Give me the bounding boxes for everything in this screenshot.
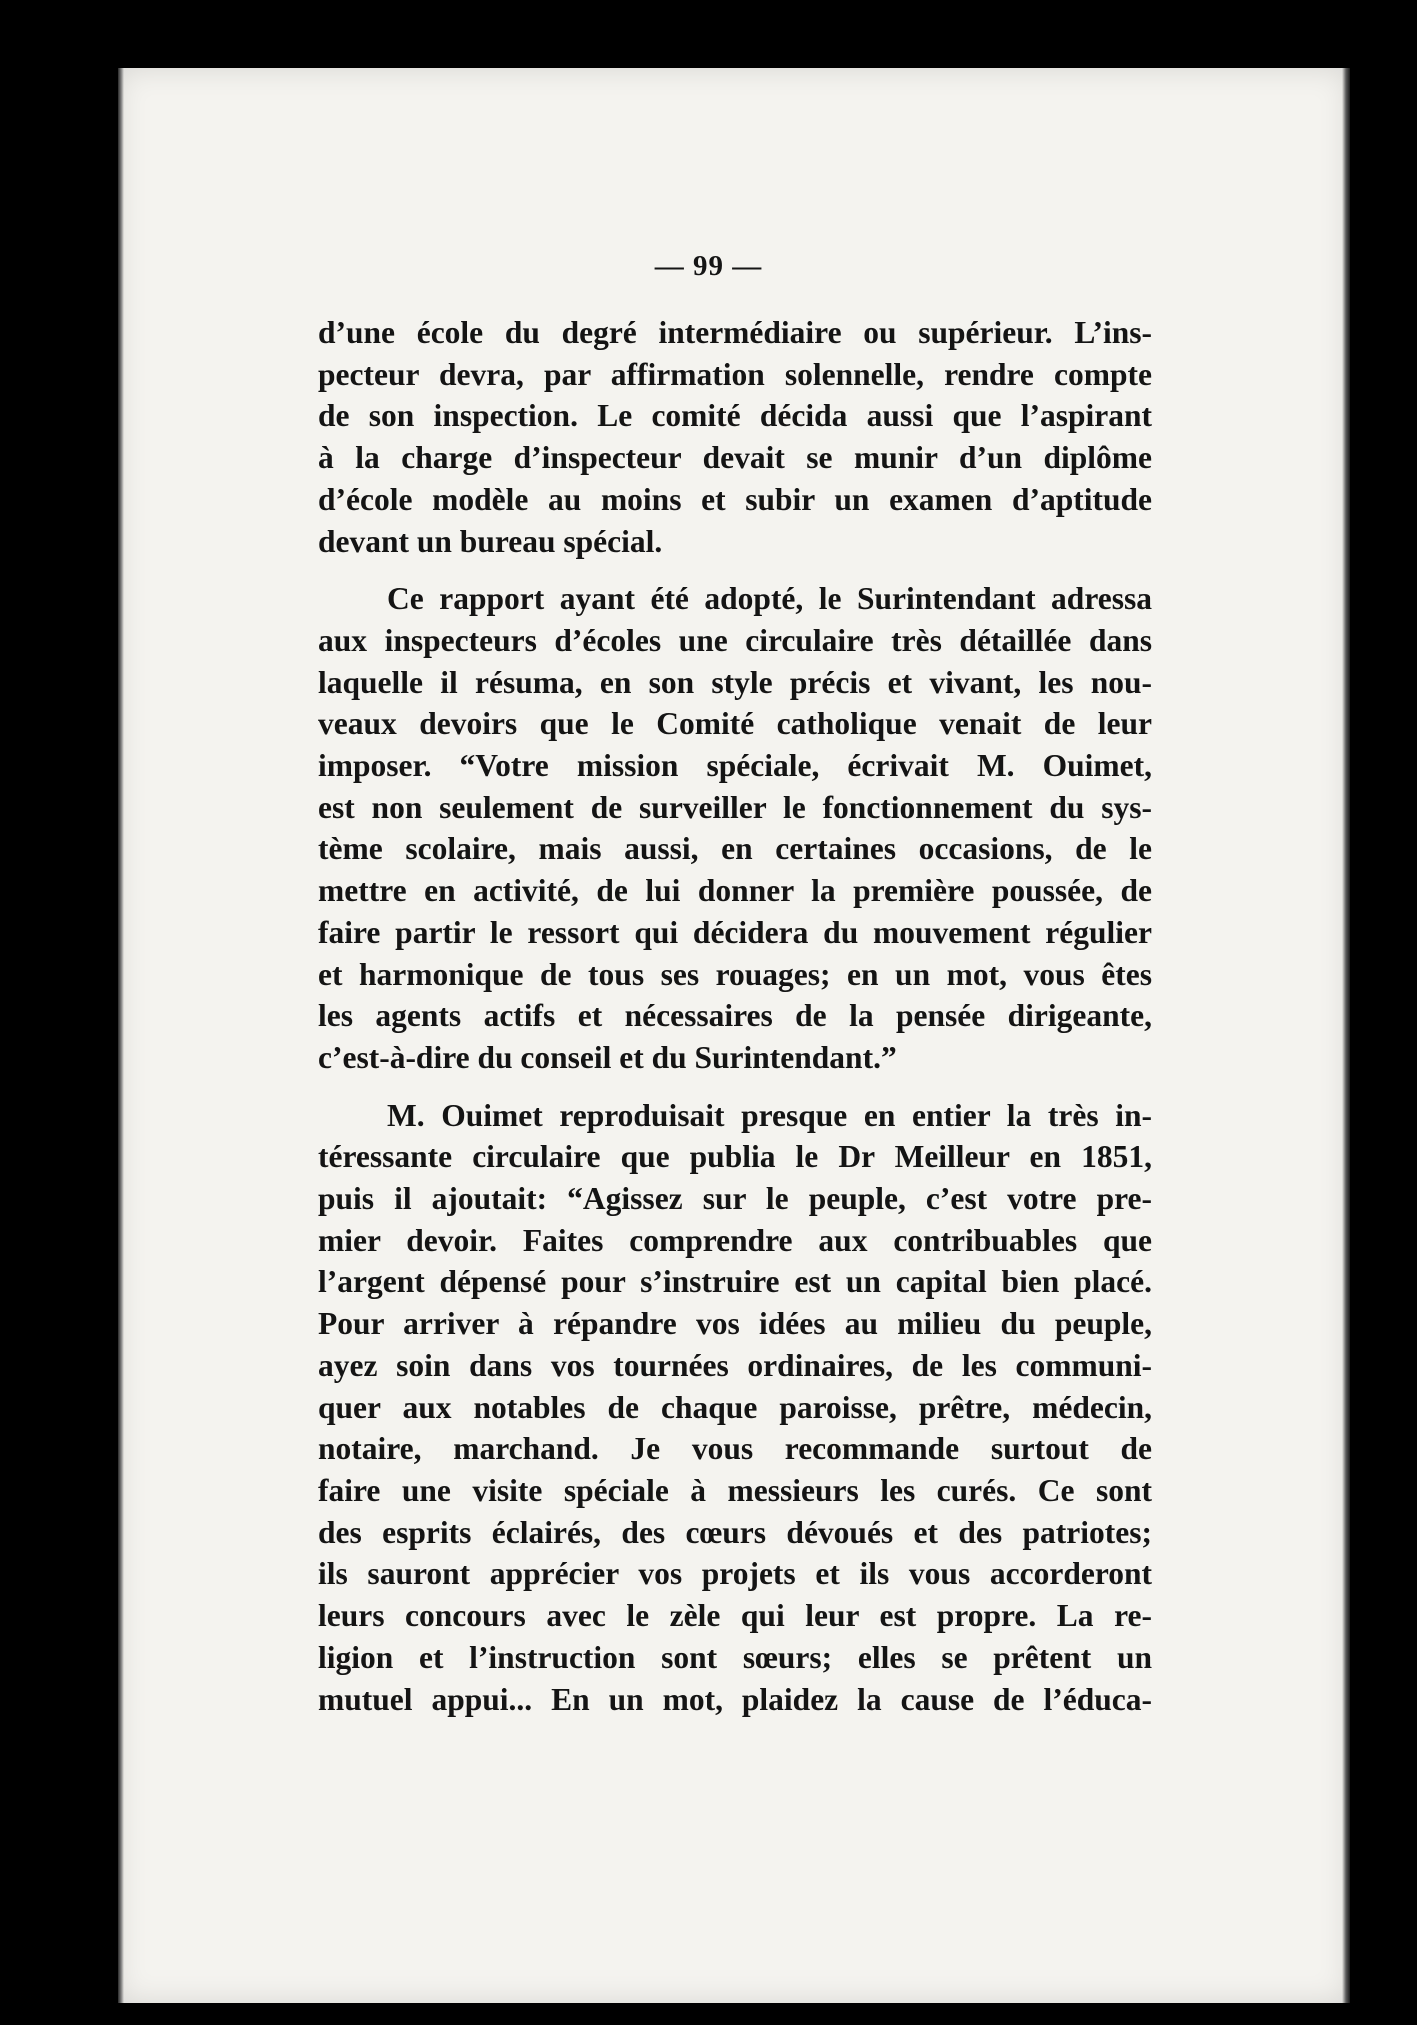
text-line: à la charge d’inspecteur devait se munir d’un diplôme: [318, 440, 1152, 476]
text-line: d’une école du degré intermédiaire ou supérieur. L’ins-: [318, 315, 1152, 350]
text-line: et harmonique de tous ses rouages; en un mot, vous êtes: [318, 956, 1152, 992]
paragraph-1: [318, 312, 1152, 562]
page-number: — 99 —: [654, 250, 763, 282]
text-line: mutuel appui... En un mot, plaidez la cause de l’éduca-: [318, 1681, 1152, 1717]
text-line: c’est-à-dire du conseil et du Surintendant.”: [318, 1039, 897, 1075]
text-line: est non seulement de surveiller le fonctionnement du sys-: [318, 789, 1152, 825]
text-line: pecteur devra, par affirmation solennelle, rendre compte: [318, 356, 1152, 392]
text-line: mier devoir. Faites comprendre aux contribuables que: [318, 1222, 1152, 1258]
text-line: quer aux notables de chaque paroisse, prêtre, médecin,: [318, 1389, 1152, 1425]
text-line: puis il ajoutait: “Agissez sur le peuple, c’est votre pre-: [318, 1181, 1152, 1217]
text-line: Ce rapport ayant été adopté, le Surintendant adressa: [387, 581, 1152, 617]
text-line: mettre en activité, de lui donner la première poussée, de: [318, 873, 1152, 909]
page-right-edge: [1342, 68, 1350, 2003]
page-left-edge: [118, 68, 124, 2003]
text-line: ligion et l’instruction sont sœurs; elles se prêtent un: [318, 1639, 1152, 1675]
text-line: ils sauront apprécier vos projets et ils vous accorderont: [318, 1556, 1152, 1592]
text-line: veaux devoirs que le Comité catholique venait de leur: [318, 706, 1152, 742]
text-line: notaire, marchand. Je vous recommande surtout de: [318, 1431, 1152, 1467]
text-line: devant un bureau spécial.: [318, 523, 663, 559]
text-line: M. Ouimet reproduisait presque en entier la très in-: [387, 1097, 1152, 1133]
text-line: l’argent dépensé pour s’instruire est un capital bien placé.: [318, 1264, 1152, 1300]
text-line: les agents actifs et nécessaires de la pensée dirigeante,: [318, 998, 1152, 1034]
paragraph-2: [318, 578, 1152, 1078]
text-line: téressante circulaire que publia le Dr Meilleur en 1851,: [318, 1139, 1152, 1175]
text-line: laquelle il résuma, en son style précis et vivant, les nou-: [318, 664, 1152, 700]
text-line: de son inspection. Le comité décida aussi que l’aspirant: [318, 398, 1152, 434]
text-line: des esprits éclairés, des cœurs dévoués et des patriotes;: [318, 1514, 1152, 1550]
text-line: ayez soin dans vos tournées ordinaires, de les communi-: [318, 1347, 1152, 1383]
text-line: imposer. “Votre mission spéciale, écrivait M. Ouimet,: [318, 748, 1152, 784]
body-text: [318, 312, 1152, 1736]
text-line: Pour arriver à répandre vos idées au milieu du peuple,: [318, 1306, 1152, 1342]
text-line: faire partir le ressort qui décidera du mouvement régulier: [318, 914, 1152, 950]
text-line: aux inspecteurs d’écoles une circulaire très détaillée dans: [318, 622, 1152, 658]
text-line: tème scolaire, mais aussi, en certaines occasions, de le: [318, 831, 1152, 867]
text-line: d’école modèle au moins et subir un examen d’aptitude: [318, 481, 1152, 517]
paragraph-3: [318, 1095, 1152, 1721]
text-line: faire une visite spéciale à messieurs les curés. Ce sont: [318, 1472, 1152, 1508]
text-line: leurs concours avec le zèle qui leur est propre. La re-: [318, 1598, 1152, 1634]
